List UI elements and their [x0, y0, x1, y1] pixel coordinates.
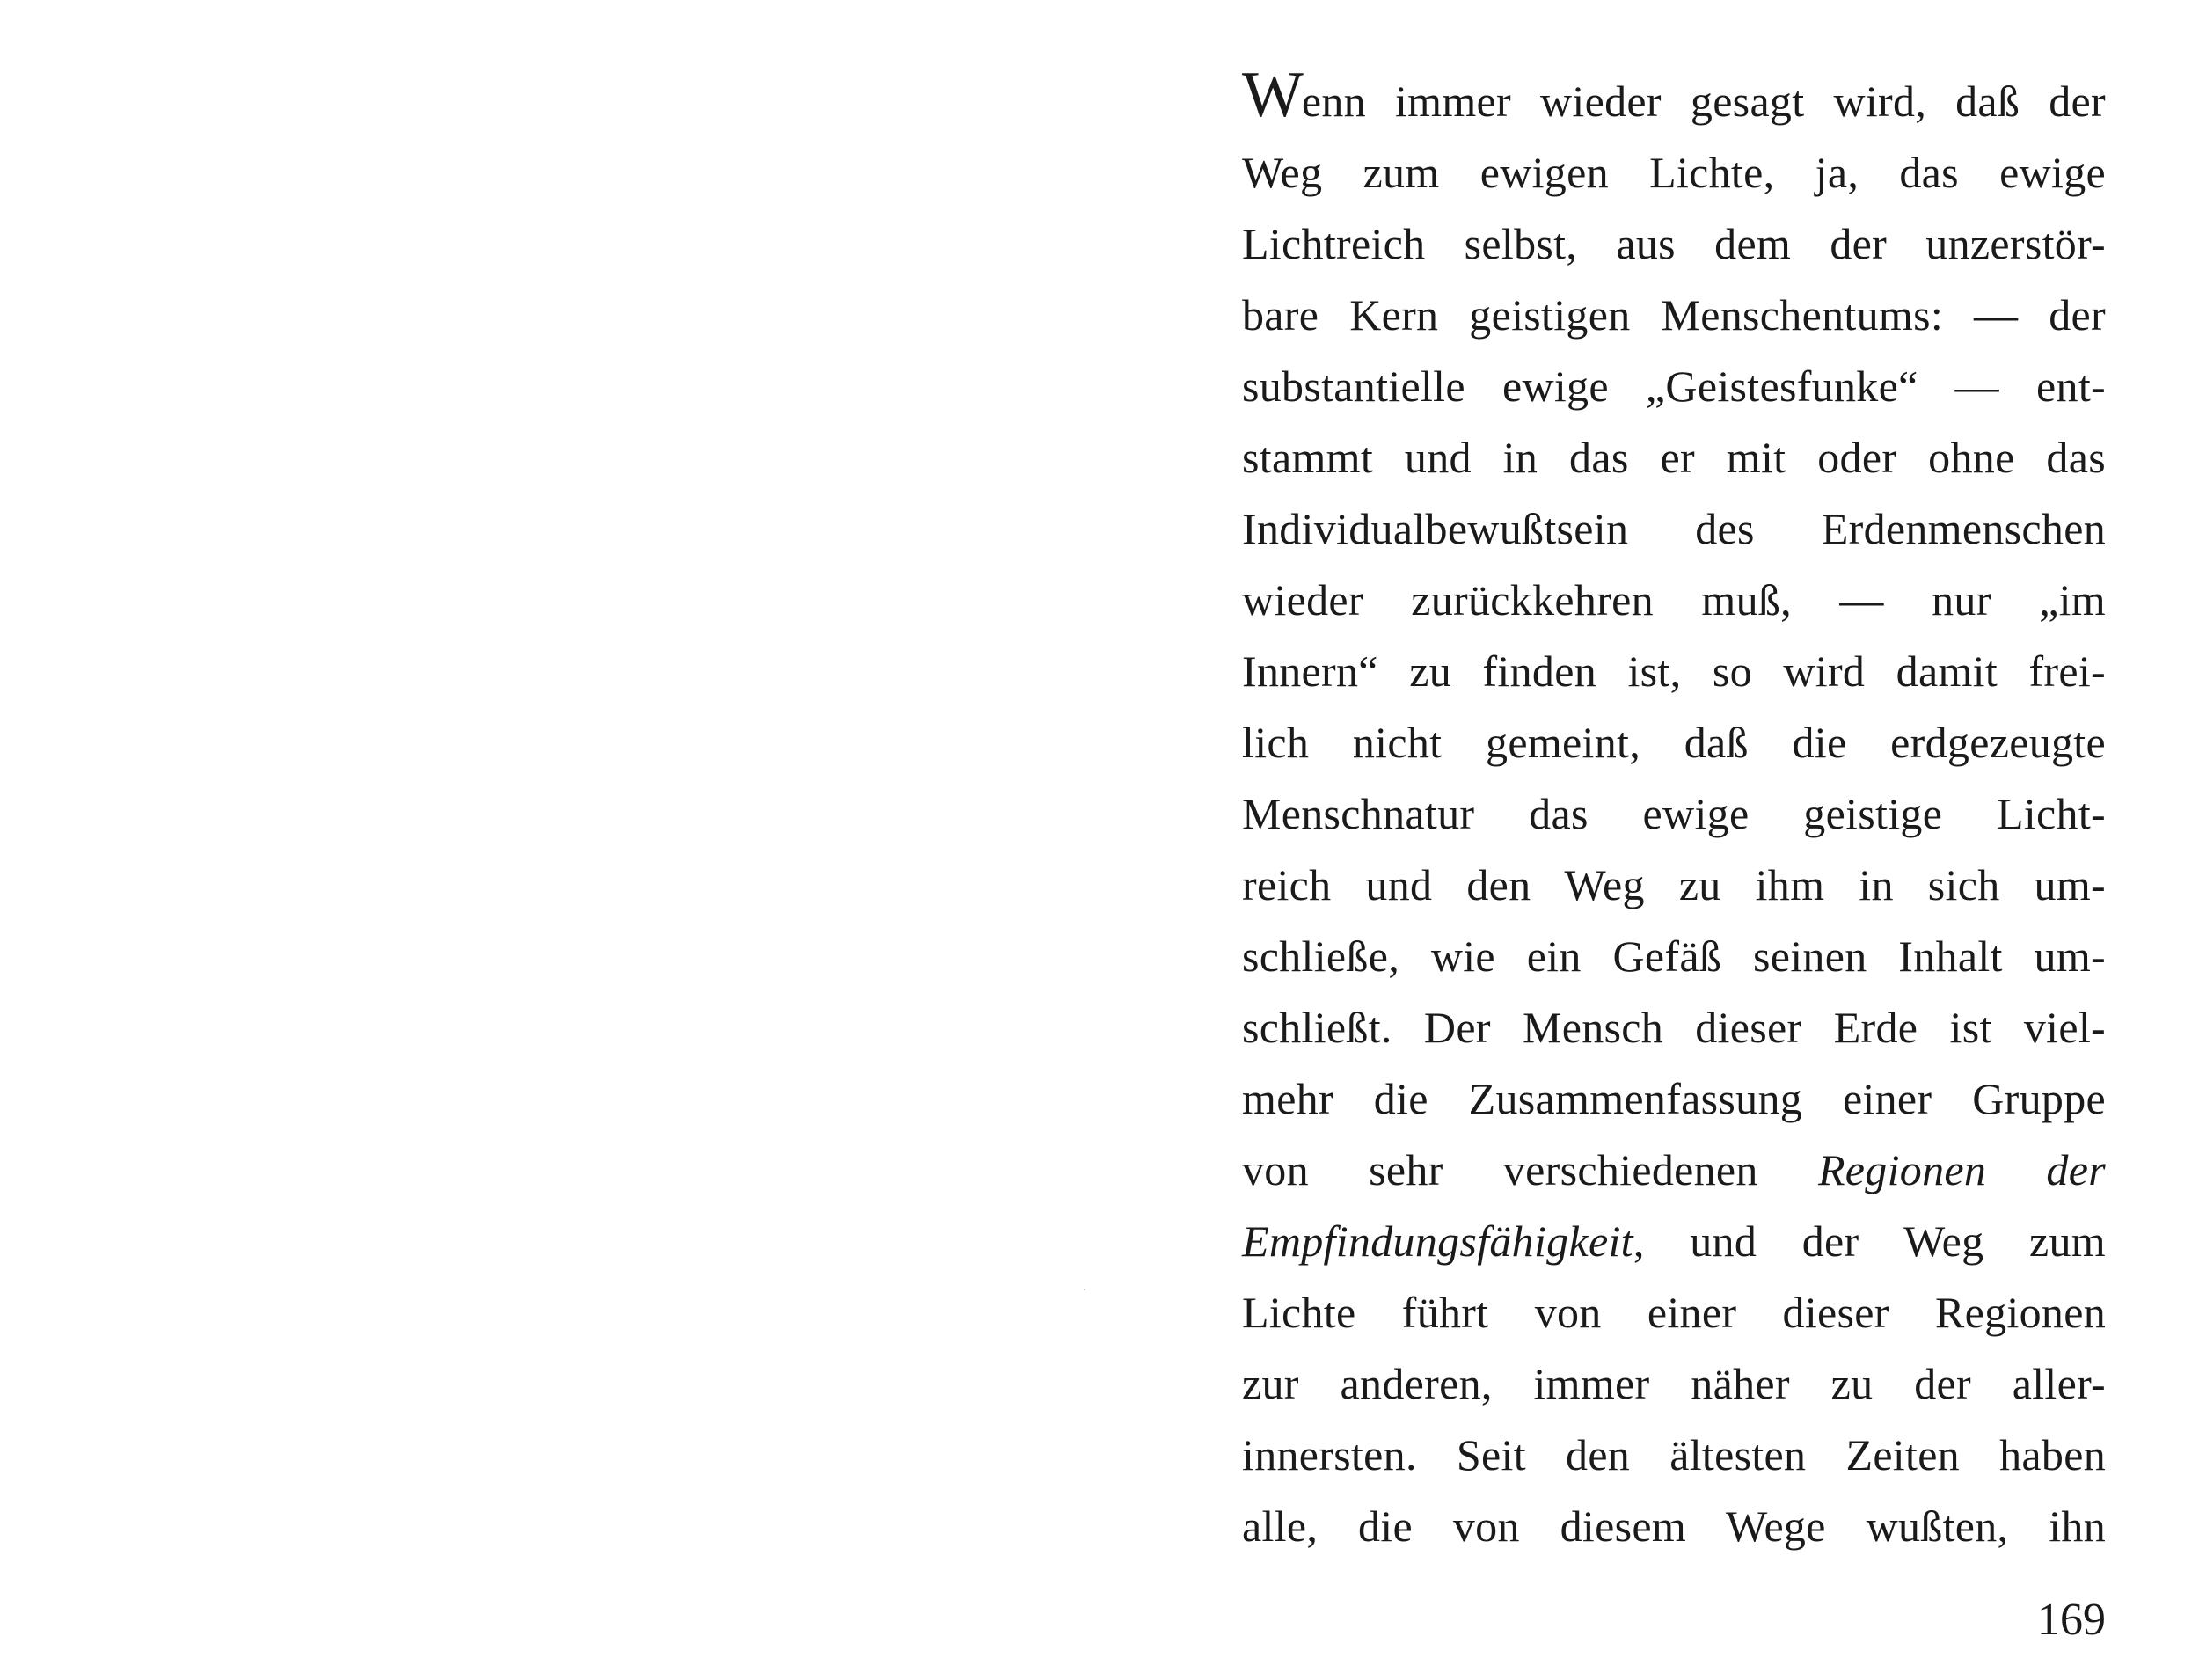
text-line-16: von sehr verschiedenen Regionen der	[1242, 1145, 2106, 1194]
text-line-21: alle, die von diesem Wege wußten, ihn	[1242, 1501, 2106, 1551]
text-line-10: lich nicht gemeint, daß die erdgezeugte	[1242, 718, 2106, 767]
text-line-3: Lichtreich selbst, aus dem der unzerstör-	[1242, 219, 2106, 268]
italic-phrase: Empfindungsfähigkeit	[1242, 1216, 1633, 1266]
text-line-11: Menschnatur das ewige geistige Licht-	[1242, 789, 2106, 838]
page-number: 169	[2037, 1595, 2106, 1645]
paper-speck	[1084, 1289, 1085, 1290]
drop-cap: W	[1242, 59, 1302, 131]
text-line-9: Innern“ zu finden ist, so wird damit frei-	[1242, 646, 2106, 696]
text-line-19: zur anderen, immer näher zu der aller-	[1242, 1359, 2106, 1408]
text-line-4: bare Kern geistigen Menschentums: — der	[1242, 290, 2106, 340]
text-line-8: wieder zurückkehren muß, — nur „im	[1242, 575, 2106, 625]
text-line-2: Weg zum ewigen Lichte, ja, das ewige	[1242, 148, 2106, 197]
text-line-6: stammt und in das er mit oder ohne das	[1242, 433, 2106, 482]
body-text	[1242, 59, 2106, 1562]
italic-phrase: Regionen der	[1817, 1145, 2106, 1194]
text-line-14: schließt. Der Mensch dieser Erde ist viel-	[1242, 1003, 2106, 1052]
text-line-18: Lichte führt von einer dieser Regionen	[1242, 1288, 2106, 1337]
text-line-17: Empfindungsfähigkeit, und der Weg zum	[1242, 1216, 2106, 1266]
text-line-5: substantielle ewige „Geistesfunke“ — ent-	[1242, 362, 2106, 411]
text-line-20: innersten. Seit den ältesten Zeiten haben	[1242, 1430, 2106, 1479]
text-line-7: Individualbewußtsein des Erdenmenschen	[1242, 504, 2106, 553]
text-line-13: schließe, wie ein Gefäß seinen Inhalt um-	[1242, 931, 2106, 981]
text-line-15: mehr die Zusammenfassung einer Gruppe	[1242, 1074, 2106, 1123]
text-line-1: Wenn immer wieder gesagt wird, daß der	[1242, 59, 2106, 131]
text-line-12: reich und den Weg zu ihm in sich um-	[1242, 860, 2106, 909]
